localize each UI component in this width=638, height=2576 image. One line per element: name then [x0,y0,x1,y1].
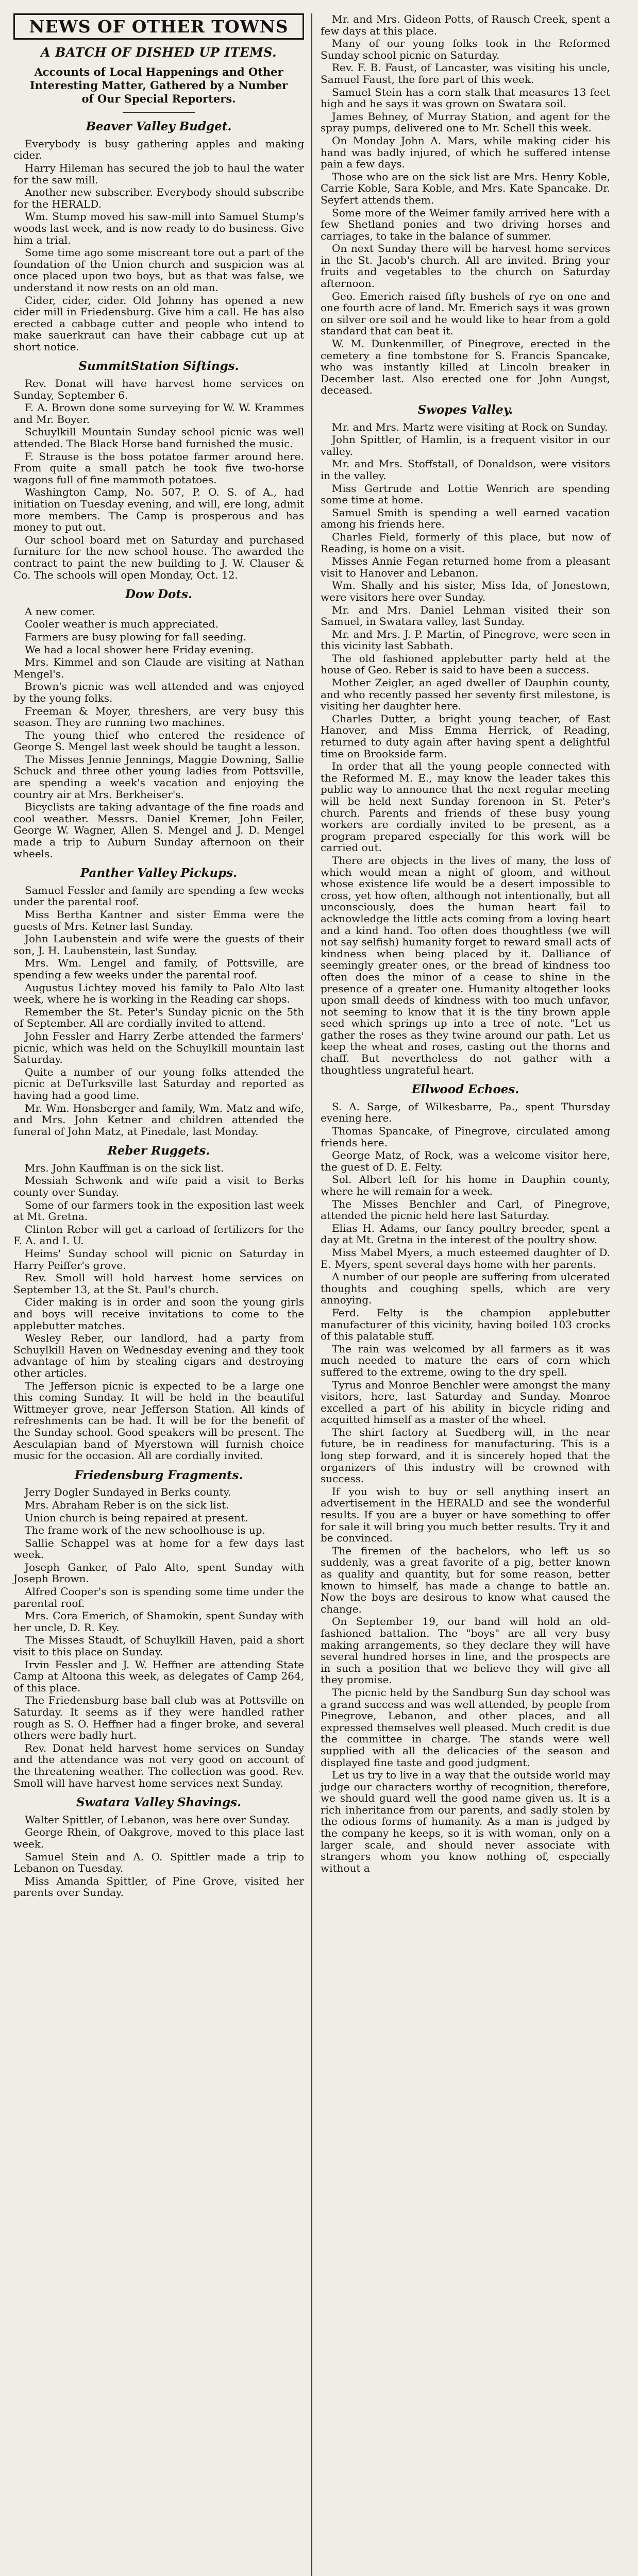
news-item: Some more of the Weimer family arrived here with a few Shetland ponies and two driving horses and carriages, to take in the balance of summer. [321,206,610,242]
news-item: Clinton Reber will get a carload of fertilizers for the F. A. and I. U. [13,1223,304,1247]
news-item: Rev. F. B. Faust, of Lancaster, was visiting his uncle, Samuel Faust, the fore part of this week. [321,61,610,86]
news-item: Geo. Emerich raised fifty bushels of rye on one and one fourth acre of land. Mr. Emerich says it was grown on silver ore soil and he would like to hear from a gold standard that can beat it. [321,290,610,337]
news-item: Mr. and Mrs. Martz were visiting at Rock on Sunday. [332,420,608,433]
news-item: Freeman & Moyer, threshers, are very busy this season. They are running two machines. [13,704,304,729]
news-item: Some time ago some miscreant tore out a part of the foundation of the Union church and suspicion was at once placed upon two boys, but as that was false, we understand it now rests on an old man. [13,246,304,294]
news-item: Our school board met on Saturday and purchased furniture for the new school house. The awarded the contract to paint the new building to J. W. Clauser & Co. The schools will open Monday, Oct. 12. [13,533,304,581]
news-item: F. A. Brown done some surveying for W. W. Krammes and Mr. Boyer. [13,401,304,426]
news-item: Brown's picnic was well attended and was enjoyed by the young folks. [13,680,304,704]
news-item: Mrs. Abraham Reber is on the sick list. [25,1498,229,1511]
news-section [321,13,610,396]
news-item: Mrs. Cora Emerich, of Shamokin, spent Sunday with her uncle, D. R. Key. [13,1609,304,1634]
news-item: F. Strause is the boss potatoe farmer around here. From quite a small patch he took five two-horse wagons full of fine mammoth potatoes. [13,450,304,486]
section-heading: Ellwood Echoes. [411,1082,519,1097]
news-item: Many of our young folks took in the Reformed Sunday school picnic on Saturday. [321,37,610,61]
news-item: On Monday John A. Mars, while making cider his hand was badly injured, of which he suffered intense pain a few days. [321,134,610,171]
news-item: Let us try to live in a way that the outside world may judge our characters worthy of recognition, therefore, we should guard well the good name given us. It is a rich inheritance from our parents, and sadly stolen by the odious forms of humanity. As a man is judged by the company he keeps, so it is with woman, only on a larger scale, and should never associate with strangers whom you know nothing of, especially without a [321,1769,610,1874]
news-item: John Spittler, of Hamlin, is a frequent visitor in our valley. [321,433,610,457]
news-item: Mr. and Mrs. Daniel Lehman visited their son Samuel, in Swatara valley, last Sunday. [321,603,610,628]
news-item: W. M. Dunkenmiller, of Pinegrove, erected in the cemetery a fine tombstone for S. Francis Spancake, who was instantly killed at Lincoln breaker in December last. Also erected one for John Aungst, deceased. [321,337,610,397]
news-item: Irvin Fessler and J. W. Heffner are attending State Camp at Altoona this week, as delegates of Camp 264, of this place. [13,1658,304,1694]
divider-rule [123,112,195,113]
news-item: John Laubenstein and wife were the guests of their son, J. H. Laubenstein, last Sunday. [13,933,304,957]
news-item: The Misses Staudt, of Schuylkill Haven, paid a short visit to this place on Sunday. [13,1634,304,1658]
news-item: Mrs. Wm. Lengel and family, of Pottsville, are spending a few weeks under the parental roof. [13,957,304,981]
news-item: Samuel Smith is spending a well earned vacation among his friends here. [321,506,610,531]
news-section [13,868,304,1137]
news-item: The rain was welcomed by all farmers as it was much needed to mature the ears of corn which suffered to the extreme, owing to the dry spell. [321,1342,610,1378]
news-item: On September 19, our band will hold an old-fashioned battalion. The "boys" are all very busy making arrangements, so they declare they will have several hundred horses in line, and the prospects are in such a position that we believe they will give all they promise. [321,1615,610,1686]
news-item: Those who are on the sick list are Mrs. Henry Koble, Carrie Koble, Sara Koble, and Mrs. Kate Spancake. Dr. Seyfert attends them. [321,170,610,206]
news-item: Samuel Fessler and family are spending a few weeks under the parental roof. [13,884,304,908]
left-sections [13,121,304,1899]
news-item: Mr. and Mrs. Stoffstall, of Donaldson, were visitors in the valley. [321,457,610,482]
news-item: Mr. and Mrs. J. P. Martin, of Pinegrove, were seen in this vicinity last Sabbath. [321,628,610,652]
news-item: Thomas Spancake, of Pinegrove, circulated among friends here. [321,1125,610,1149]
news-item: Joseph Ganker, of Palo Alto, spent Sunday with Joseph Brown. [13,1561,304,1585]
news-item: Mr. Wm. Honsberger and family, Wm. Matz and wife, and Mrs. John Ketner and children attended the funeral of John Matz, at Pinedale, last Monday. [13,1101,304,1138]
news-item: Wm. Shally and his sister, Miss Ida, of Jonestown, were visitors here over Sunday. [321,579,610,603]
news-item: We had a local shower here Friday evening. [25,643,254,656]
news-item: Samuel Stein and A. O. Spittler made a trip to Lebanon on Tuesday. [13,1850,304,1875]
news-item: George Rhein, of Oakgrove, moved to this place last week. [13,1826,304,1850]
news-section [13,121,304,352]
news-item: Ferd. Felty is the champion applebutter manufacturer of this vicinity, having boiled 103 crocks of this palatable stuff. [321,1306,610,1343]
news-item: Tyrus and Monroe Benchler were amongst the many visitors, here, last Saturday and Sunday. Monroe excelled a part of his ability in bicycle riding and acquitted himself as a master of the wheel. [321,1378,610,1426]
news-item: Alfred Cooper's son is spending some time under the parental roof. [13,1585,304,1609]
news-item: S. A. Sarge, of Wilkesbarre, Pa., spent Thursday evening here. [321,1100,610,1125]
intro-deck: Accounts of Local Happenings and Other Interesting Matter, Gathered by a Number of Our Special Reporters. [29,65,288,106]
news-item: Cider, cider, cider. Old Johnny has opened a new cider mill in Friedensburg. Give him a call. He has also erected a cabbage cutter and people who intend to make sauerkraut can have their cabbage cut up at short notice. [13,294,304,353]
news-section [13,361,304,581]
masthead: NEWS OF OTHER TOWNS [13,13,304,40]
section-heading: Dow Dots. [125,587,192,602]
news-item: The frame work of the new schoolhouse is up. [25,1524,265,1537]
news-item: George Matz, of Rock, was a welcome visitor here, the guest of D. E. Felty. [321,1149,610,1173]
news-item: Mother Zeigler, an aged dweller of Dauphin county, and who recently passed her seventy first milestone, is visiting her daughter here. [321,676,610,713]
news-item: Augustus Lichtey moved his family to Palo Alto last week, where he is working in the Reading car shops. [13,981,304,1006]
news-section [321,404,610,1076]
news-item: Mrs. John Kauffman is on the sick list. [25,1161,224,1174]
right-sections [321,13,610,1874]
news-item: Misses Annie Fegan returned home from a pleasant visit to Hanover and Lebanon. [321,555,610,579]
news-item: The picnic held by the Sandburg Sun day school was a grand success and was well attended, by people from Pinegrove, Lebanon, and other places, and all expressed themselves well pleased. Much credit is due the committee in charge. The stands were well supplied with all the delicacies of the season and displayed fine taste and good judgment. [321,1686,610,1769]
news-item: Mr. and Mrs. Gideon Potts, of Rausch Creek, spent a few days at this place. [321,13,610,37]
news-item: Miss Bertha Kantner and sister Emma were the guests of Mrs. Ketner last Sunday. [13,908,304,933]
news-section [13,1470,304,1789]
news-item: Farmers are busy plowing for fall seeding. [25,630,247,643]
news-item: Miss Amanda Spittler, of Pine Grove, visited her parents over Sunday. [13,1874,304,1899]
news-item: A new comer. [25,605,95,618]
news-item: Miss Gertrude and Lottie Wenrich are spending some time at home. [321,482,610,506]
news-item: If you wish to buy or sell anything insert an advertisement in the HERALD and see the wonderful results. If you are a buyer or have something to offer for sale it will bring you much better results. Try it and be convinced. [321,1485,610,1545]
news-item: Cider making is in order and soon the young girls and boys will receive invitations to come to the applebutter matches. [13,1296,304,1332]
news-item: Messiah Schwenk and wife paid a visit to Berks county over Sunday. [13,1174,304,1199]
section-heading: Beaver Valley Budget. [86,120,232,134]
news-item: Wm. Stump moved his saw-mill into Samuel Stump's woods last week, and is now ready to do business. Give him a trial. [13,210,304,246]
news-item: Washington Camp, No. 507, P. O. S. of A., had initiation on Tuesday evening, and will, ere long, admit more members. The Camp is prosperous and has money to put out. [13,486,304,534]
news-item: Everybody is busy gathering apples and making cider. [13,137,304,162]
news-item: Schuylkill Mountain Sunday school picnic was well attended. The Black Horse band furnished the music. [13,426,304,450]
news-item: Remember the St. Peter's Sunday picnic on the 5th of September. All are cordially invited to attend. [13,1005,304,1030]
news-section [13,589,304,859]
news-item: There are objects in the lives of many, the loss of which would mean a night of gloom, and without whose existence life would be a desert impossible to cross, yet how often, although not intentionally, but all unconsciously, does the human heart fail to acknowledge the little acts coming from a loving heart and a kind hand. Too often does thoughtless (we will not say selfish) humanity forget to reward small acts of kindness when being placed by it. Dalliance of seemingly greater ones, or the bread of kindness too often does the minor of a cease to shine in the presence of a greater one. Humanity altogether looks upon small deeds of kindness with too much unfavor, not seeming to know that it is the tiny brown apple seed which springs up into a tree of note. "Let us gather the roses as they twine around our path. Let us keep the wheat and roses, casting out the thorns and chaff. But nevertheless do not gather with a thoughtless ungrateful heart. [321,854,610,1076]
news-item: A number of our people are suffering from ulcerated thoughts and coughing spells, which are very annoying. [321,1270,610,1307]
section-heading: Friedensburg Fragments. [74,1468,243,1482]
news-item: Harry Hileman has secured the job to haul the water for the saw mill. [13,161,304,186]
news-item: Miss Mabel Myers, a much esteemed daughter of D. E. Myers, spent several days home with her parents. [321,1246,610,1270]
news-item: Union church is being repaired at present. [25,1511,248,1524]
news-item: James Behney, of Murray Station, and agent for the spray pumps, delivered one to Mr. Schell this week. [321,110,610,134]
news-item: The Friedensburg base ball club was at Pottsville on Saturday. It seems as if they were handled rather rough as S. O. Heffner had a finger broke, and several others were badly hurt. [13,1694,304,1742]
news-item: Jerry Dogler Sundayed in Berks county. [25,1486,231,1499]
section-heading: Swatara Valley Shavings. [76,1795,242,1810]
news-item: Rev. Donat will have harvest home services on Sunday, September 6. [13,377,304,401]
section-heading: Panther Valley Pickups. [80,866,238,880]
news-item: Bicyclists are taking advantage of the fine roads and cool weather. Messrs. Daniel Kremer, John Feiler, George W. Wagner, Allen S. Mengel and J. D. Mengel made a trip to Auburn Sunday afternoon on their wheels. [13,801,304,860]
news-item: Mrs. Kimmel and son Claude are visiting at Nathan Mengel's. [13,656,304,680]
news-item: Rev. Donat held harvest home services on Sunday and the attendance was not very good on account of the threatening weather. The collection was good. Rev. Smoll will have harvest home services next Sunday. [13,1741,304,1789]
news-item: Quite a number of our young folks attended the picnic at DeTurksville last Saturday and reported as having had a good time. [13,1065,304,1101]
news-item: Walter Spittler, of Lebanon, was here over Sunday. [25,1813,290,1826]
section-heading: Swopes Valley. [417,403,513,417]
news-item: The Jefferson picnic is expected to be a large one this coming Sunday. It will be held in the beautiful Wittmeyer grove, near Jefferson Station. All kinds of refreshments can be had. It will be for the benefit of the Sunday school. Good speakers will be present. The Aesculapian band of Myerstown will furnish choice music for the occasion. All are cordially invited. [13,1379,304,1462]
news-item: Sol. Albert left for his home in Dauphin county, where he will remain for a week. [321,1173,610,1197]
news-item: The shirt factory at Suedberg will, in the near future, be in readiness for manufacturing. This is a long step forward, and it is sincerely hoped that the organizers of this industry will be crowned with success. [321,1426,610,1485]
news-item: The firemen of the bachelors, who left us so suddenly, was a great favorite of a pig, better known as quality and quantity, but for some reason, better known to himself, has made a change to battle an. Now the boys are desirous to know what caused the change. [321,1544,610,1615]
news-item: Wesley Reber, our landlord, had a party from Schuylkill Haven on Wednesday evening and they took advantage of him by stealing cigars and destroying other articles. [13,1332,304,1379]
news-item: Samuel Stein has a corn stalk that measures 13 feet high and he says it was grown on Swatara soil. [321,86,610,110]
news-item: John Fessler and Harry Zerbe attended the farmers' picnic, which was held on the Schuylkill mountain last Saturday. [13,1029,304,1066]
subheadline: A BATCH OF DISHED UP ITEMS. [41,44,277,60]
news-item: Another new subscriber. Everybody should subscribe for the HERALD. [13,186,304,210]
news-item: Elias H. Adams, our fancy poultry breeder, spent a day at Mt. Gretna in the interest of the poultry show. [321,1222,610,1246]
news-section [321,1084,610,1874]
news-item: Cooler weather is much appreciated. [25,618,219,631]
right-column [312,13,610,2576]
news-item: Charles Field, formerly of this place, but now of Reading, is home on a visit. [321,530,610,555]
section-heading: Reber Ruggets. [107,1144,210,1158]
news-item: On next Sunday there will be harvest home services in the St. Jacob's church. All are invited. Bring your fruits and vegetables to the church on Saturday afternoon. [321,242,610,290]
news-item: Heims' Sunday school will picnic on Saturday in Harry Peiffer's grove. [13,1247,304,1272]
news-item: In order that all the young people connected with the Reformed M. E., may know the leader takes this public way to announce that the next regular meeting will be held next Sunday forenoon in St. Peter's church. Parents and friends of these busy young workers are cordially invited to be present, as a program prepared especially for this work will be carried out. [321,760,610,854]
news-section [13,1145,304,1461]
news-item: Some of our farmers took in the exposition last week at Mt. Gretna. [13,1198,304,1223]
section-heading: SummitStation Siftings. [78,359,239,374]
news-item: Sallie Schappel was at home for a few days last week. [13,1536,304,1561]
news-item: The Misses Benchler and Carl, of Pinegrove, attended the picnic held here last Saturday. [321,1197,610,1222]
news-item: The Misses Jennie Jennings, Maggie Downing, Sallie Schuck and three other young ladies from Pottsville, are spending a week's vacation and enjoying the country air at Mrs. Berkheiser's. [13,753,304,801]
left-column [13,13,311,2576]
news-item: The young thief who entered the residence of George S. Mengel last week should be taught a lesson. [13,728,304,753]
news-item: Rev. Smoll will hold harvest home services on September 13, at the St. Paul's church. [13,1272,304,1296]
news-item: The old fashioned applebutter party held at the house of Geo. Reber is said to have been a success. [321,652,610,676]
news-section [13,1797,304,1899]
news-item: Charles Dutter, a bright young teacher, of East Hanover, and Miss Emma Herrick, of Reading, returned to duty again after having spent a delightful time on Brookside farm. [321,712,610,760]
